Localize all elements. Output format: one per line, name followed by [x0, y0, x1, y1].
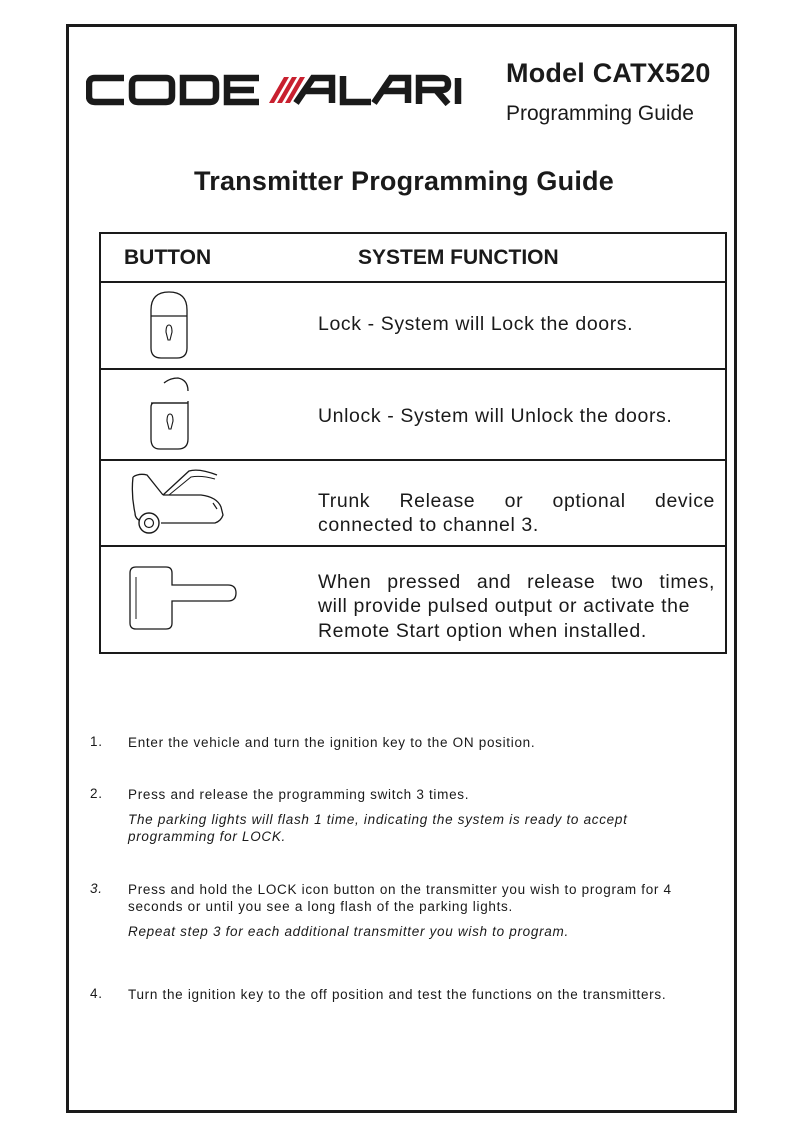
- step-number: 3.: [90, 881, 103, 896]
- step-number: 4.: [90, 986, 103, 1001]
- step-text: Enter the vehicle and turn the ignition key to the ON position.: [128, 735, 536, 750]
- code-alarm-logo: [86, 74, 466, 106]
- table-row-unlock: [101, 370, 725, 461]
- table-row-trunk: [101, 461, 725, 547]
- lock-icon: [149, 290, 189, 360]
- page-title: Transmitter Programming Guide: [194, 166, 614, 196]
- unlock-icon: [148, 377, 192, 451]
- column-header-button: BUTTON: [124, 246, 212, 269]
- trunk-icon: [129, 469, 225, 535]
- step-text: Press and hold the LOCK icon button on the transmitter you wish to program for 4 seconds or until you see a long flash of the parking lights.: [128, 882, 672, 914]
- table-row-key: [101, 547, 725, 652]
- step-text: Press and release the programming switch 3 times.: [128, 787, 470, 802]
- model-number: Model CATX520: [506, 58, 711, 88]
- key-description-line3: Remote Start option when installed.: [318, 620, 647, 642]
- step-number: 2.: [90, 786, 103, 801]
- step-note: Repeat step 3 for each additional transmitter you wish to program.: [128, 924, 569, 939]
- step-note: The parking lights will flash 1 time, indicating the system is ready to accept programming for LOCK.: [128, 812, 628, 844]
- trunk-description-line2: connected to channel 3.: [318, 514, 539, 536]
- table-header: [101, 234, 725, 283]
- button-function-table: [99, 232, 727, 654]
- key-description-line1: When pressed and release two times,: [318, 571, 715, 593]
- key-icon: [128, 563, 238, 633]
- table-row-lock: [101, 283, 725, 370]
- lock-description: Lock - System will Lock the doors.: [318, 313, 634, 335]
- step-text: Turn the ignition key to the off position and test the functions on the transmitters.: [128, 987, 667, 1002]
- unlock-description: Unlock - System will Unlock the doors.: [318, 405, 673, 427]
- column-header-function: SYSTEM FUNCTION: [358, 246, 559, 269]
- step-number: 1.: [90, 734, 103, 749]
- key-description-line2: will provide pulsed output or activate the: [318, 595, 691, 617]
- header-subtitle: Programming Guide: [506, 102, 694, 125]
- trunk-description-line1: Trunk Release or optional device: [318, 490, 715, 512]
